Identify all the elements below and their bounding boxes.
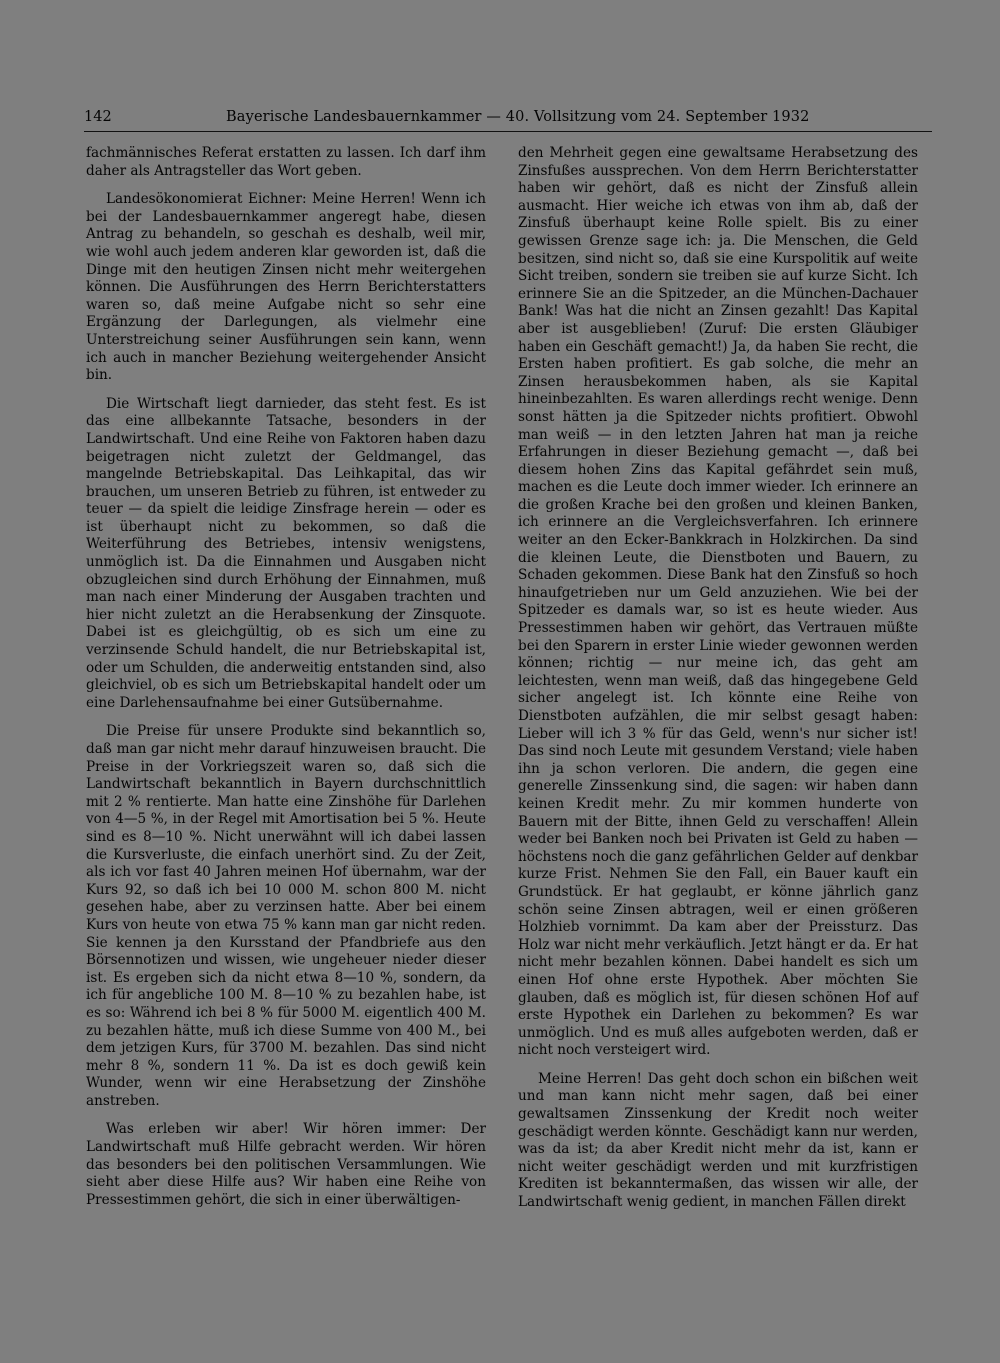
- paragraph: den Mehrheit gegen eine gewaltsame Herabsetzung des Zinsfußes aussprechen. Von dem Herrn Berichterstatter haben wir gehört, daß es nicht der Zinsfuß allein ausmacht. Hier weiche ich etwas von ihm ab, daß der Zinsfuß überhaupt keine Rolle spielt. Bis zu einer gewissen Grenze sage ich: ja. Die Menschen, die Geld besitzen, sind nicht so, daß sie eine Kurspolitik auf weite Sicht treiben, sondern sie treiben sie auf kurze Sicht. Ich erinnere Sie an die Spitzeder, an die München-Dachauer Bank! Was hat die nicht an Zinsen gezahlt! Das Kapital aber ist ausgeblieben! (Zuruf: Die ersten Gläubiger haben ein Geschäft gemacht!) Ja, da haben Sie recht, die Ersten haben profitiert. Es gab solche, die mehr an Zinsen herausbekommen haben, als sie Kapital hineinbezahlten. Es waren allerdings recht wenige. Denn sonst hätten ja die Spitzeder nichts profitiert. Obwohl man weiß — in den letzten Jahren hat man ja reiche Erfahrungen in dieser Beziehung gemacht —, daß bei diesem hohen Zins das Kapital gefährdet sein muß, machen es die Leute doch immer wieder. Ich erinnere an die großen Krache bei den großen und kleinen Banken, ich erinnere an die Vergleichsverfahren. Ich erinnere weiter an den Ecker-Bankkrach in Holzkirchen. Da sind die kleinen Leute, die Dienstboten und Bauern, zu Schaden gekommen. Diese Bank hat den Zinsfuß so hoch hinaufgetrieben nur um Geld anzuziehen. Wie bei der Spitzeder es damals war, so ist es heute wieder. Aus Pressestimmen haben wir gehört, das Vertrauen müßte bei den Sparern in erster Linie wieder gewonnen werden können; richtig — nur meine ich, das geht am leichtesten, wenn man weiß, daß das hingegebene Geld sicher angelegt ist. Ich könnte eine Reihe von Dienstboten aufzählen, die mir selbst gesagt haben: Lieber will ich 3 % für das Geld, wenn's nur sicher ist! Das sind noch Leute mit gesundem Verstand; viele haben ihn ja schon verloren. Die andern, die gegen eine generelle Zinssenkung sind, die sagen: wir haben dann keinen Kredit mehr. Zu mir kommen hunderte von Bauern mit der Bitte, ihnen Geld zu verschaffen! Allein weder bei Banken noch bei Privaten ist Geld zu haben — höchstens noch die ganz gefährlichen Gelder auf denkbar kurze Frist. Nehmen Sie den Fall, ein Bauer kauft ein Grundstück. Er hat geglaubt, er könne jährlich ganz schön seine Zinsen abtragen, weil er einen größeren Holzhieb vornimmt. Da kam aber der Preissturz. Das Holz war nicht mehr verkäuflich. Jetzt hängt er da. Er hat nicht mehr bezahlen können. Dabei handelt es sich um einen Hof ohne erste Hypothek. Aber möchten Sie glauben, daß es möglich ist, für diesen schönen Hof auf erste Hypothek ein Darlehen zu bekommen? Es war unmöglich. Und es muß alles aufgeboten werden, daß er nicht noch versteigert wird.: [518, 145, 918, 1059]
- left-column: [86, 145, 486, 1209]
- header-rule: [84, 131, 932, 132]
- paragraph: Landesökonomierat Eichner: Meine Herren! Wenn ich bei der Landesbauernkammer angeregt habe, diesen Antrag zu behandeln, so geschah es deshalb, weil mir, wie wohl auch jedem anderen klar geworden ist, daß die Dinge mit den heutigen Zinsen nicht mehr weitergehen können. Die Ausführungen des Herrn Berichterstatters waren so, daß meine Aufgabe nicht so sehr eine Ergänzung der Darlegungen, als vielmehr eine Unterstreichung seiner Ausführungen sein kann, wenn ich auch in mancher Beziehung weitergehender Ansicht bin.: [86, 191, 486, 384]
- paragraph: Was erleben wir aber! Wir hören immer: Der Landwirtschaft muß Hilfe gebracht werden. Wir hören das besonders bei den politischen Versammlungen. Wie sieht aber diese Hilfe aus? Wir haben eine Reihe von Pressestimmen gehört, die sich in einer überwältigen-: [86, 1121, 486, 1208]
- paragraph: Die Wirtschaft liegt darnieder, das steht fest. Es ist das eine allbekannte Tatsache, besonders in der Landwirtschaft. Und eine Reihe von Faktoren haben dazu beigetragen nicht zuletzt der Geldmangel, das mangelnde Betriebskapital. Das Leihkapital, das wir brauchen, um unseren Betrieb zu führen, ist entweder zu teuer — da spielt die leidige Zinsfrage herein — oder es ist überhaupt nicht zu bekommen, so daß die Weiterführung des Betriebes, intensiv wenigstens, unmöglich ist. Da die Einnahmen und Ausgaben nicht obzugleichen sind durch Erhöhung der Einnahmen, muß man nach einer Minderung der Ausgaben trachten und hier nicht zuletzt an die Herabsenkung der Zinsquote. Dabei ist es gleichgültig, ob es sich um eine zu verzinsende Schuld handelt, die nur Betriebskapital ist, oder um Schulden, die anderweitig entstanden sind, also gleichviel, ob es sich um Betriebskapital handelt oder um eine Darlehensaufnahme bei einer Gutsübernahme.: [86, 395, 486, 711]
- page-number: 142: [84, 109, 112, 125]
- paragraph: Die Preise für unsere Produkte sind bekanntlich so, daß man gar nicht mehr darauf hinzuweisen braucht. Die Preise in der Vorkriegszeit waren so, daß sich die Landwirtschaft bekanntlich in Bayern durchschnittlich mit 2 % rentierte. Man hatte eine Zinshöhe für Darlehen von 4—5 %, in der Regel mit Amortisation bei 5 %. Heute sind es 8—10 %. Nicht unerwähnt will ich dabei lassen die Kursverluste, die einfach unerhört sind. Zu der Zeit, als ich vor fast 40 Jahren meinen Hof übernahm, war der Kurs 92, so daß ich bei 10 000 M. schon 800 M. nicht gesehen habe, aber zu verzinsen hatte. Aber bei einem Kurs von heute von etwa 75 % kann man gar nicht reden. Sie kennen ja den Kursstand der Pfandbriefe aus den Börsennotizen und wissen, wie ungeheuer nieder dieser ist. Es ergeben sich da nicht etwa 8—10 %, sondern, da ich für angebliche 100 M. 8—10 % zu bezahlen habe, ist es so: Während ich bei 8 % für 5000 M. eigentlich 400 M. zu bezahlen hätte, muß ich diese Summe von 400 M., bei dem jetzigen Kurs, für 3700 M. bezahlen. Das sind nicht mehr 8 %, sondern 11 %. Da ist es doch gewiß kein Wunder, wenn wir eine Herabsetzung der Zinshöhe anstreben.: [86, 723, 486, 1109]
- paragraph: fachmännisches Referat erstatten zu lassen. Ich darf ihm daher als Antragsteller das Wort geben.: [86, 145, 486, 179]
- running-title: Bayerische Landesbauernkammer — 40. Vollsitzung vom 24. September 1932: [226, 109, 810, 125]
- page-header: [84, 105, 932, 129]
- right-column: [518, 145, 918, 1212]
- paragraph: Meine Herren! Das geht doch schon ein bißchen weit und man kann nicht mehr sagen, daß bei einer gewaltsamen Zinssenkung der Kredit noch weiter geschädigt werden könnte. Geschädigt kann nur werden, was da ist; da aber Kredit nicht mehr da ist, kann er nicht weiter geschädigt werden und mit kurzfristigen Krediten ist bekanntermaßen, das wissen wir alle, der Landwirtschaft wenig gedient, in manchen Fällen direkt: [518, 1070, 918, 1211]
